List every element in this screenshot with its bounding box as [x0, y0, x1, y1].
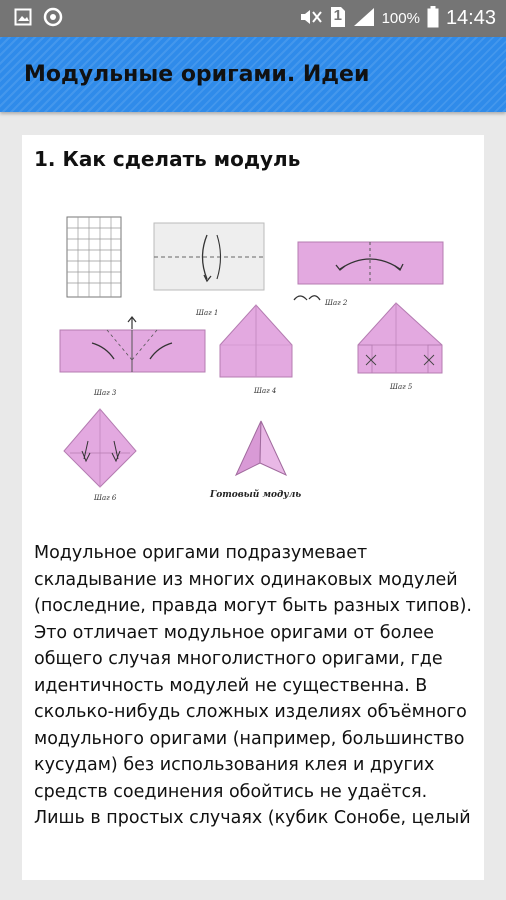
status-bar-right: [299, 6, 506, 32]
step-1-diagram: [154, 223, 264, 317]
status-bar: [0, 0, 506, 37]
sim-label: 1: [333, 6, 342, 24]
step-4-caption: Шаг 4: [254, 387, 277, 395]
step-3-caption: Шаг 3: [94, 389, 117, 397]
sync-icon: [42, 6, 64, 32]
mute-icon: [299, 7, 323, 31]
step-2-diagram: [294, 242, 443, 307]
clock: 14:43: [445, 7, 496, 29]
signal-icon: [353, 7, 375, 31]
step-1-caption: Шаг 1: [196, 309, 219, 317]
gallery-icon: [14, 8, 32, 30]
battery-percent: 100%: [381, 10, 420, 27]
status-bar-left: [0, 6, 64, 32]
article-body: Модульное оригами подразумевает складывание из многих одинаковых модулей (последние, правда могут быть разных типов). Это отличает модульное оригами от более общего случая многолистного оригами, где идентичность модулей не существенна. В сколько-нибудь сложных изделиях объёмного модульного оригами (например, большинство кусудам) без использования клея и других средств соединения обойтись не удаётся. Лишь в простых случаях (кубик Сонобе, целый: [34, 543, 472, 828]
step-4-diagram: [220, 305, 292, 395]
sim-icon: [330, 6, 346, 32]
grid-paper: [67, 217, 121, 297]
step-6-diagram: [64, 409, 136, 502]
app-bar: [0, 37, 506, 112]
module-instructions-figure: [22, 205, 484, 525]
ready-module-diagram: [209, 421, 301, 500]
step-6-caption: Шаг 6: [94, 494, 117, 502]
app-title: Модульные оригами. Идеи: [24, 62, 370, 87]
step-5-caption: Шаг 5: [390, 383, 413, 391]
step-5-diagram: [358, 303, 442, 391]
ready-module-caption: Готовый модуль: [210, 490, 302, 500]
step-3-diagram: [60, 317, 205, 397]
battery-icon: [427, 6, 439, 32]
step-2-caption: Шаг 2: [325, 299, 348, 307]
article-card[interactable]: [22, 135, 484, 880]
article-title: 1. Как сделать модуль: [34, 147, 301, 171]
